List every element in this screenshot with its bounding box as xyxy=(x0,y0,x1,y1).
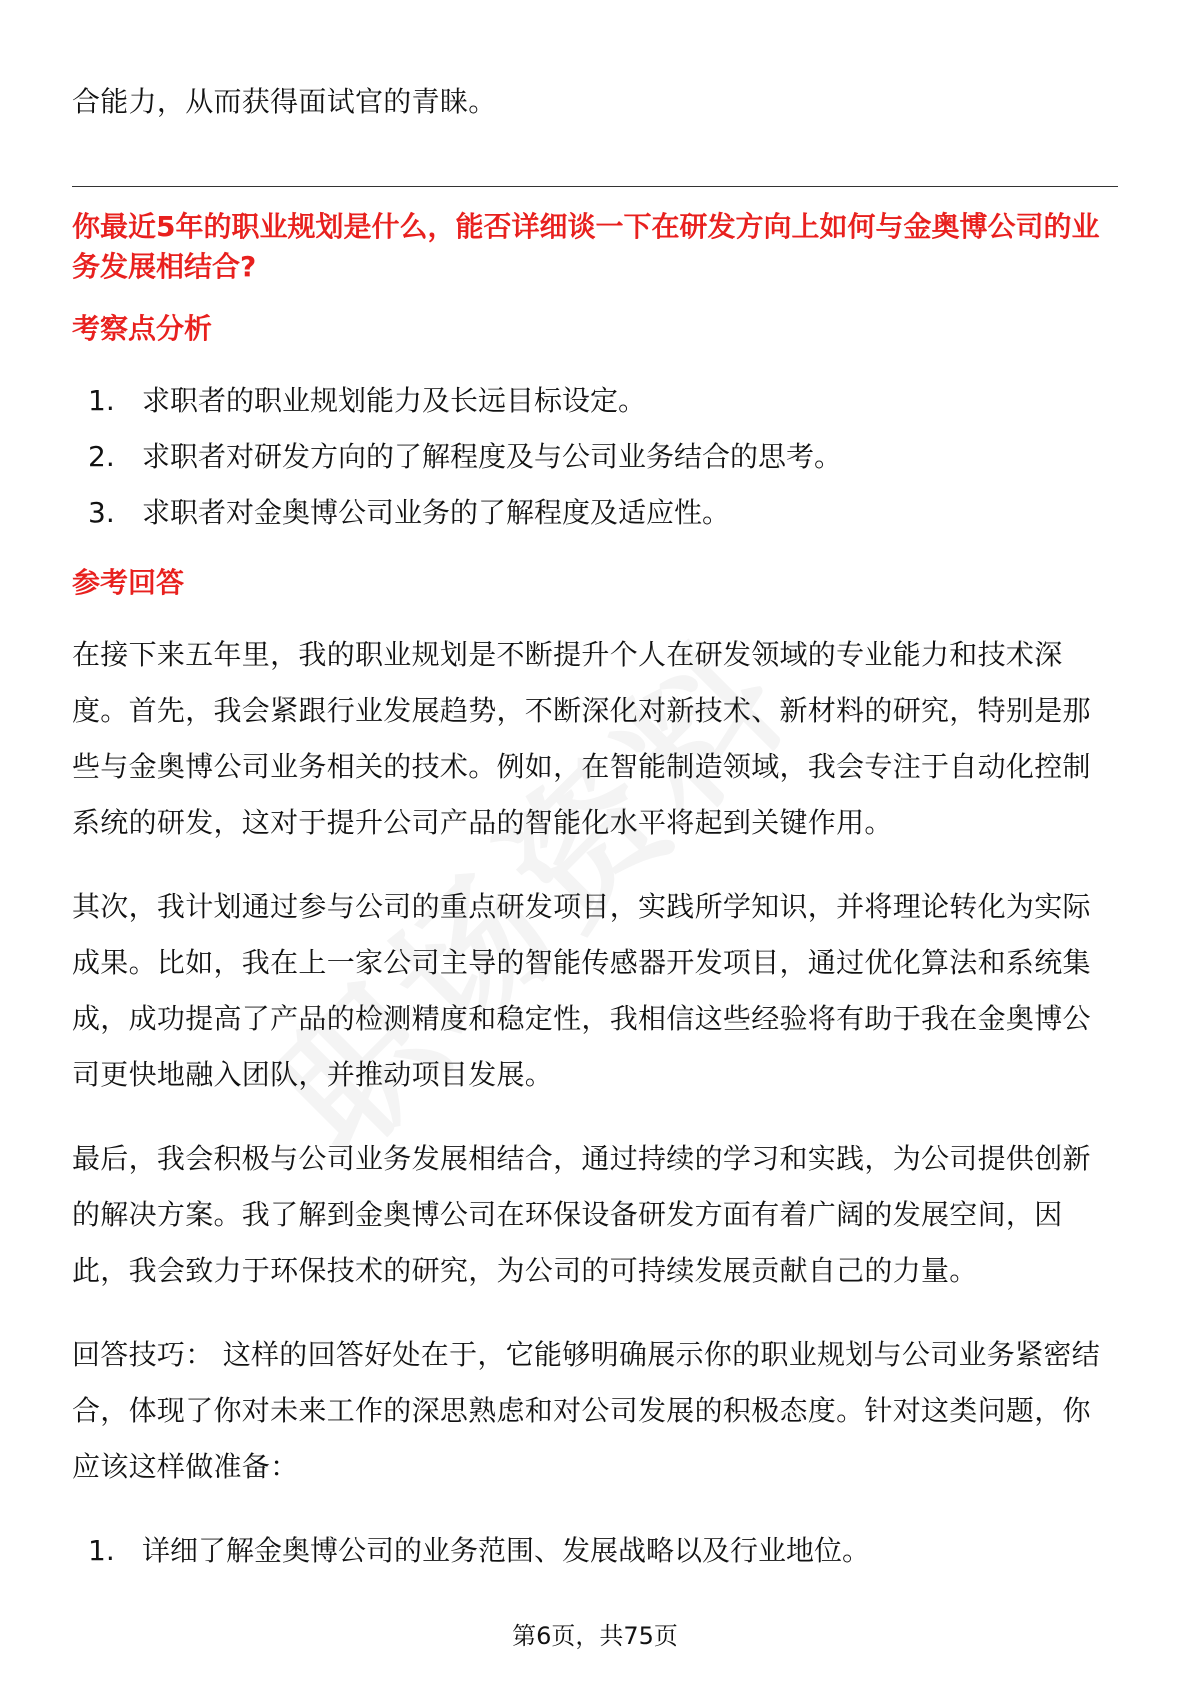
list-number: 1. xyxy=(88,1534,115,1567)
tips-list xyxy=(72,1523,1118,1579)
list-item-text: 求职者对金奥博公司业务的了解程度及适应性。 xyxy=(142,496,731,529)
list-item xyxy=(72,485,1118,541)
answer-paragraph: 最后，我会积极与公司业务发展相结合，通过持续的学习和实践，为公司提供创新的解决方案。我了解到金奥博公司在环保设备研发方面有着广阔的发展空间，因此，我会致力于环保技术的研究，为公司的可持续发展贡献自己的力量。 xyxy=(72,1142,1091,1287)
answer-tip-paragraph: 回答技巧： 这样的回答好处在于，它能够明确展示你的职业规划与公司业务紧密结合，体现了你对未来工作的深思熟虑和对公司发展的积极态度。针对这类问题，你应该这样做准备： xyxy=(72,1338,1101,1483)
intro-tail-text: 合能力，从而获得面试官的青睐。 xyxy=(72,85,497,118)
list-number: 2. xyxy=(88,440,115,473)
list-item xyxy=(72,429,1118,485)
question-title: 你最近5年的职业规划是什么，能否详细谈一下在研发方向上如何与金奥博公司的业务发展相结合? xyxy=(72,210,1100,283)
page-content xyxy=(72,74,1118,1579)
analysis-heading: 考察点分析 xyxy=(72,312,213,345)
page-number-footer: 第6页，共75页 xyxy=(512,1622,678,1650)
answer-heading: 参考回答 xyxy=(72,566,185,599)
list-item-text: 求职者对研发方向的了解程度及与公司业务结合的思考。 xyxy=(142,440,843,473)
analysis-list xyxy=(72,373,1118,541)
section-divider xyxy=(72,186,1118,187)
answer-paragraph: 在接下来五年里，我的职业规划是不断提升个人在研发领域的专业能力和技术深度。首先，我会紧跟行业发展趋势，不断深化对新技术、新材料的研究，特别是那些与金奥博公司业务相关的技术。例如，在智能制造领域，我会专注于自动化控制系统的研发，这对于提升公司产品的智能化水平将起到关键作用。 xyxy=(72,638,1091,839)
answer-paragraph: 其次，我计划通过参与公司的重点研发项目，实践所学知识，并将理论转化为实际成果。比如，我在上一家公司主导的智能传感器开发项目，通过优化算法和系统集成，成功提高了产品的检测精度和稳定性，我相信这些经验将有助于我在金奥博公司更快地融入团队，并推动项目发展。 xyxy=(72,890,1091,1091)
list-number: 1. xyxy=(88,384,115,417)
list-item-text: 求职者的职业规划能力及长远目标设定。 xyxy=(142,384,647,417)
answer-body xyxy=(72,627,1118,1495)
list-number: 3. xyxy=(88,496,115,529)
list-item xyxy=(72,373,1118,429)
list-item-text: 详细了解金奥博公司的业务范围、发展战略以及行业地位。 xyxy=(142,1534,871,1567)
list-item xyxy=(72,1523,1118,1579)
